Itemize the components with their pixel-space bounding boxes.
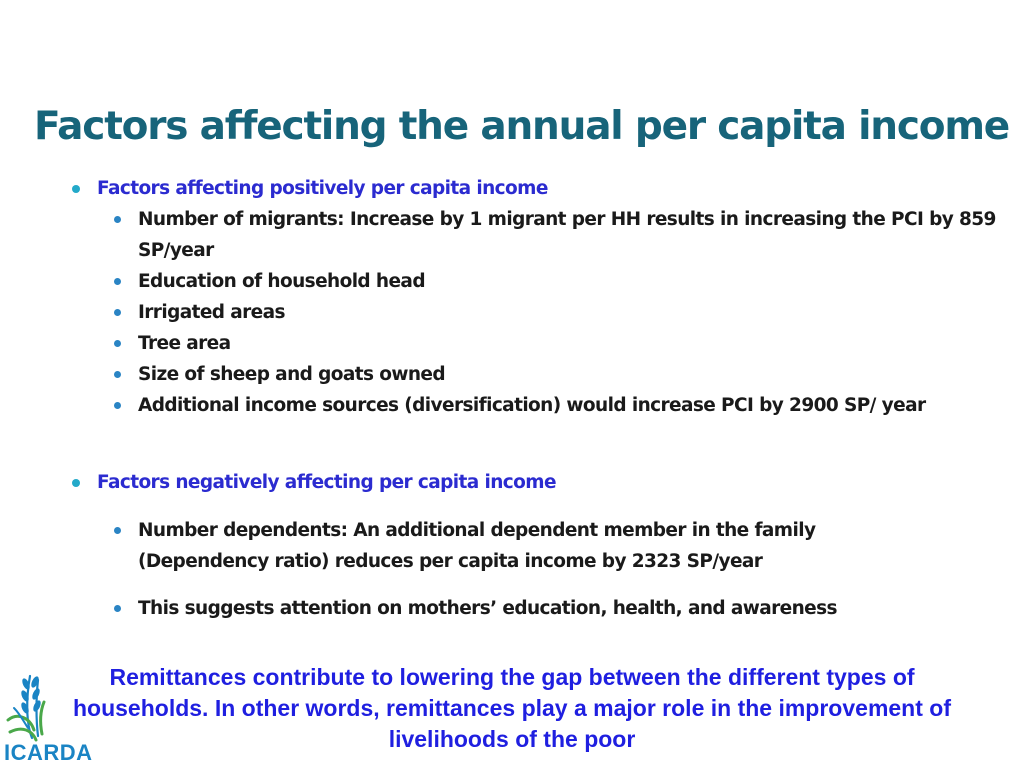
bullet-positive-heading: [97, 178, 548, 199]
positive-item-text: Additional income sources (diversification) would increase PCI by 2900 SP/ year: [138, 395, 926, 416]
negative-item-text: This suggests attention on mothers’ education, health, and awareness: [138, 598, 837, 619]
positive-item: [138, 204, 998, 266]
negative-heading-text: Factors negatively affecting per capita income: [97, 472, 556, 493]
positive-item: [138, 390, 938, 421]
slide-title: Factors affecting the annual per capita income: [34, 104, 1010, 149]
bullet-dot-icon: [72, 479, 80, 487]
bullet-dot-icon: [114, 340, 121, 347]
remittances-statement: Remittances contribute to lowering the gap between the different types of households. In other words, remittances play a major role in the improvement of livelihoods of the poor: [72, 664, 951, 752]
positive-item: [138, 266, 998, 297]
positive-item: [138, 359, 998, 390]
negative-item: [138, 593, 998, 624]
positive-item-text: Size of sheep and goats owned: [138, 364, 446, 385]
bullet-dot-icon: [114, 605, 121, 612]
positive-item-text: Tree area: [138, 333, 231, 354]
bullet-dot-icon: [114, 278, 121, 285]
positive-heading-text: Factors affecting positively per capita income: [97, 178, 548, 199]
positive-item-text: Education of household head: [138, 271, 425, 292]
bullet-dot-icon: [114, 309, 121, 316]
bullet-dot-icon: [72, 185, 80, 193]
positive-item: [138, 297, 998, 328]
positive-item-text: Irrigated areas: [138, 302, 285, 323]
positive-item: [138, 328, 998, 359]
bullet-dot-icon: [114, 527, 121, 534]
bullet-dot-icon: [114, 402, 121, 409]
positive-item-text: Number of migrants: Increase by 1 migrant per HH results in increasing the PCI by 859 SP/year: [138, 209, 996, 261]
negative-item: [138, 515, 898, 577]
logo-text: ICARDA: [4, 740, 93, 765]
bullet-dot-icon: [114, 371, 121, 378]
bullet-negative-heading: [97, 472, 556, 493]
negative-item-text: Number dependents: An additional dependent member in the family (Dependency ratio) reduces per capita income by 2323 SP/year: [138, 520, 816, 572]
bullet-dot-icon: [114, 216, 121, 223]
